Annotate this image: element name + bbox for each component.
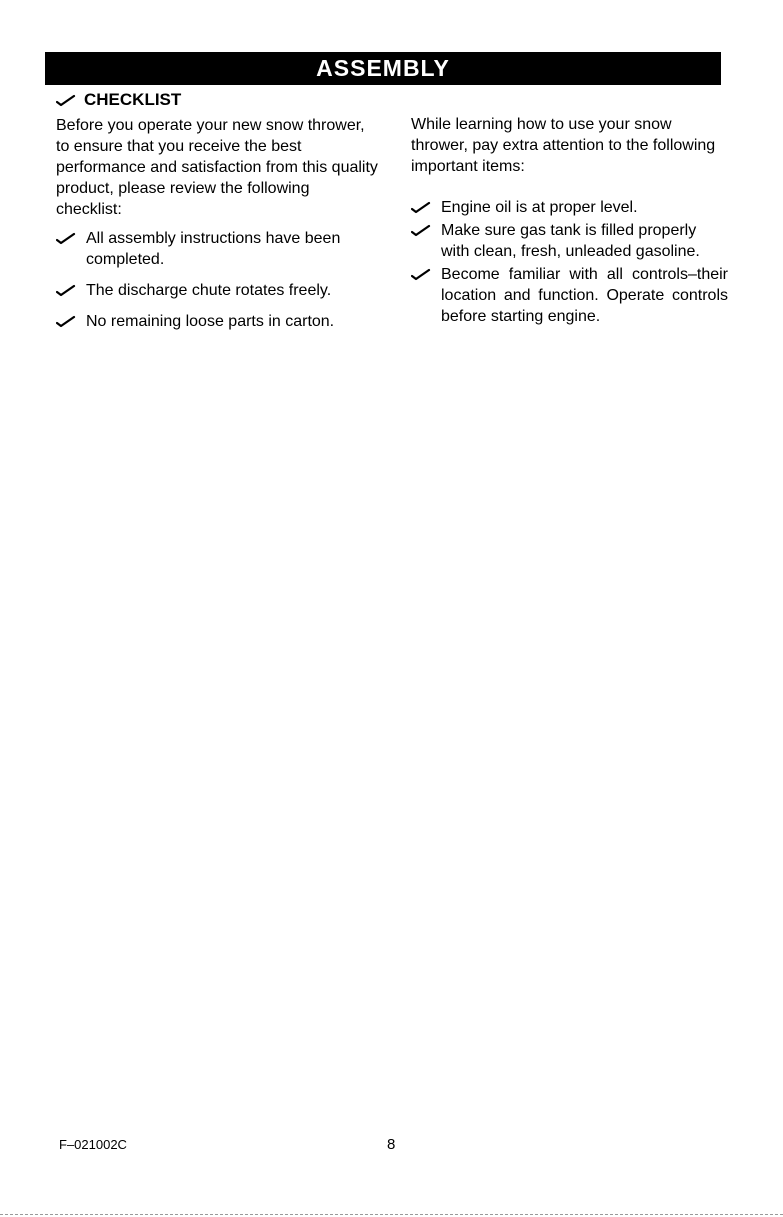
attention-list (411, 197, 728, 327)
section-banner (45, 52, 721, 85)
check-mark-icon (56, 231, 76, 245)
page-number: 8 (387, 1136, 396, 1153)
list-item (411, 264, 728, 327)
list-item-text: No remaining loose parts in carton. (86, 313, 335, 330)
check-mark-icon (56, 314, 76, 328)
section-title: ASSEMBLY (316, 55, 450, 81)
check-mark-icon (411, 223, 431, 237)
list-item-text: Engine oil is at proper level. (441, 199, 638, 216)
list-item (56, 280, 378, 301)
list-item-text: The discharge chute rotates freely. (86, 282, 332, 299)
check-mark-icon (411, 200, 431, 214)
check-mark-icon (411, 267, 431, 281)
check-mark-icon (56, 283, 76, 297)
list-item-text: Make sure gas tank is filled properly with clean, fresh, unleaded gasoline. (441, 222, 700, 260)
checklist-heading (56, 88, 378, 111)
right-column (411, 114, 728, 329)
bottom-rule (0, 1214, 783, 1215)
checklist-heading-text: CHECKLIST (84, 90, 182, 109)
list-item (56, 228, 378, 270)
list-item-text: Become familiar with all controls–their location and function. Operate controls before starting engine. (441, 266, 728, 325)
checklist-list (56, 228, 378, 332)
list-item (56, 311, 378, 332)
left-column (56, 88, 378, 342)
list-item (411, 220, 728, 262)
checklist-intro: Before you operate your new snow thrower, to ensure that you receive the best performance and satisfaction from this quality product, please review the following checklist: (56, 117, 378, 218)
attention-intro: While learning how to use your snow thrower, pay extra attention to the following important items: (411, 116, 716, 175)
document-code: F–021002C (59, 1137, 127, 1152)
check-mark-icon (56, 93, 76, 107)
list-item-text: All assembly instructions have been completed. (86, 230, 341, 268)
list-item (411, 197, 728, 218)
